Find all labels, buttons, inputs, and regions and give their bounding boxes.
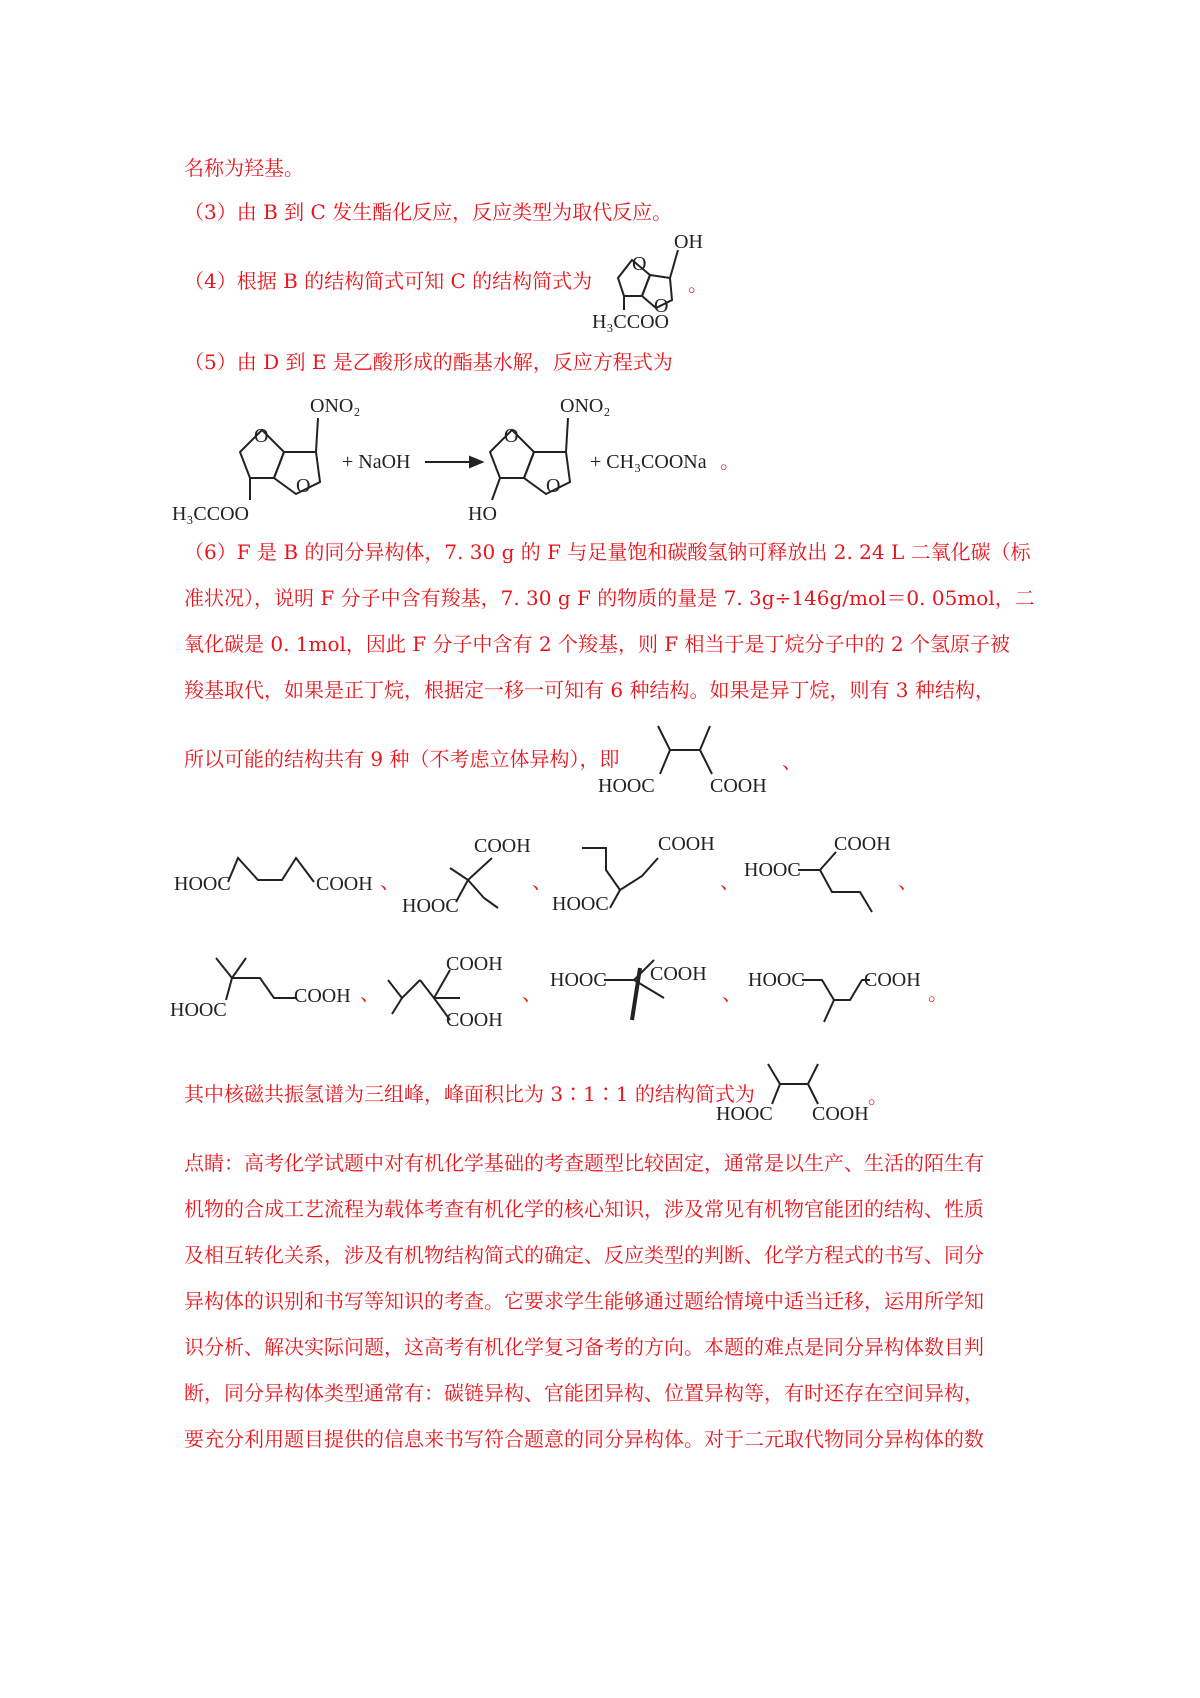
cooh-label: COOH	[710, 775, 767, 797]
period: 。	[928, 983, 948, 1005]
hooc-label: HOOC	[744, 859, 801, 881]
hooc-label: HOOC	[174, 873, 231, 895]
isomer-row-2	[172, 830, 932, 920]
comment-line-7: 要充分利用题目提供的信息来书写符合题意的同分异构体。对于二元取代物同分异构体的数	[184, 1427, 984, 1451]
comment-line-2: 机物的合成工艺流程为载体考查有机化学的核心知识，涉及常见有机物官能团的结构、性质	[184, 1197, 984, 1221]
answer-line-3: （4）根据 B 的结构简式可知 C 的结构简式为	[184, 269, 593, 293]
isomer-row-3	[170, 940, 950, 1040]
answer-line-6a: （6）F 是 B 的同分异构体，7. 30 g 的 F 与足量饱和碳酸氢钠可释放出 2. 24 L 二氧化碳（标	[184, 540, 1031, 564]
comma: 、	[360, 983, 380, 1005]
cooh-label: COOH	[864, 969, 921, 991]
answer-line-6c: 氧化碳是 0. 1mol，因此 F 分子中含有 2 个羧基，则 F 相当于是丁烷分子中的 2 个氢原子被	[184, 632, 1010, 656]
comment-line-3: 及相互转化关系，涉及有机物结构简式的确定、反应类型的判断、化学方程式的书写、同分	[184, 1243, 984, 1267]
hooc-label: HOOC	[552, 893, 609, 915]
period: 。	[868, 1084, 888, 1108]
comma: 、	[720, 871, 740, 893]
ring-o: O	[654, 295, 669, 317]
plus-naoh: + NaOH	[342, 451, 411, 473]
comment-line-4: 异构体的识别和书写等知识的考查。它要求学生能够通过题给情境中适当迁移，运用所学知	[184, 1289, 984, 1313]
hooc-label: HOOC	[598, 775, 655, 797]
ring-o: O	[504, 425, 519, 447]
hooc-label: HOOC	[748, 969, 805, 991]
hooc-label: HOOC	[402, 895, 459, 917]
comma: 、	[522, 983, 542, 1005]
ring-o: O	[632, 253, 647, 275]
ring-o: O	[546, 475, 561, 497]
period: 。	[688, 272, 708, 296]
cooh-label: COOH	[658, 833, 715, 855]
comma: 、	[782, 749, 802, 773]
h3ccoo-label: H₃CCOO	[172, 503, 249, 525]
reaction-equation	[170, 390, 830, 528]
answer-line-6b: 准状况），说明 F 分子中含有羧基，7. 30 g F 的物质的量是 7. 3g÷146g/mol＝0. 05mol，二	[184, 586, 1035, 610]
comma: 、	[722, 983, 742, 1005]
comment-line-6: 断，同分异构体类型通常有：碳链异构、官能团异构、位置异构等，有时还存在空间异构，	[184, 1381, 984, 1405]
answer-line-6e: 所以可能的结构共有 9 种（不考虑立体异构），即	[184, 747, 620, 771]
hooc-label: HOOC	[716, 1103, 773, 1125]
nmr-line: 其中核磁共振氢谱为三组峰，峰面积比为 3∶1∶1 的结构简式为	[184, 1082, 755, 1106]
period: 。	[720, 451, 740, 473]
hooc-label: HOOC	[170, 999, 227, 1021]
cooh-label: COOH	[446, 1009, 503, 1031]
answer-line-4: （5）由 D 到 E 是乙酸形成的酯基水解，反应方程式为	[184, 350, 673, 374]
ring-o: O	[296, 475, 311, 497]
cooh-label: COOH	[316, 873, 373, 895]
answer-line-2: （3）由 B 到 C 发生酯化反应，反应类型为取代反应。	[184, 200, 673, 224]
ono2-label: ONO₂	[310, 395, 361, 417]
cooh-label: COOH	[294, 985, 351, 1007]
cooh-label: COOH	[834, 833, 891, 855]
comment-line-5: 识分析、解决实际问题，这高考有机化学复习备考的方向。本题的难点是同分异构体数目判	[184, 1335, 984, 1359]
comma: 、	[532, 871, 552, 893]
comma: 、	[898, 871, 918, 893]
nmr-structure	[714, 1058, 884, 1128]
ho-label: HO	[468, 503, 497, 525]
oh-label: OH	[674, 231, 703, 253]
cooh-label: COOH	[446, 953, 503, 975]
comma: 、	[380, 871, 400, 893]
structure-c	[590, 230, 710, 335]
comment-line-1: 点睛：高考化学试题中对有机化学基础的考查题型比较固定，通常是以生产、生活的陌生有	[184, 1151, 984, 1175]
ring-o: O	[254, 425, 269, 447]
hooc-label: HOOC	[550, 969, 607, 991]
h3ccoo-label: H₃CCOO	[592, 311, 669, 333]
answer-line-1: 名称为羟基。	[184, 156, 304, 180]
cooh-label: COOH	[812, 1103, 869, 1125]
isomer-1	[596, 720, 786, 802]
plus-ch3coona: + CH₃COONa	[590, 451, 707, 473]
cooh-label: COOH	[474, 835, 531, 857]
answer-line-6d: 羧基取代，如果是正丁烷，根据定一移一可知有 6 种结构。如果是异丁烷，则有 3 种结构，	[184, 678, 995, 702]
cooh-label: COOH	[650, 963, 707, 985]
ono2-label: ONO₂	[560, 395, 611, 417]
